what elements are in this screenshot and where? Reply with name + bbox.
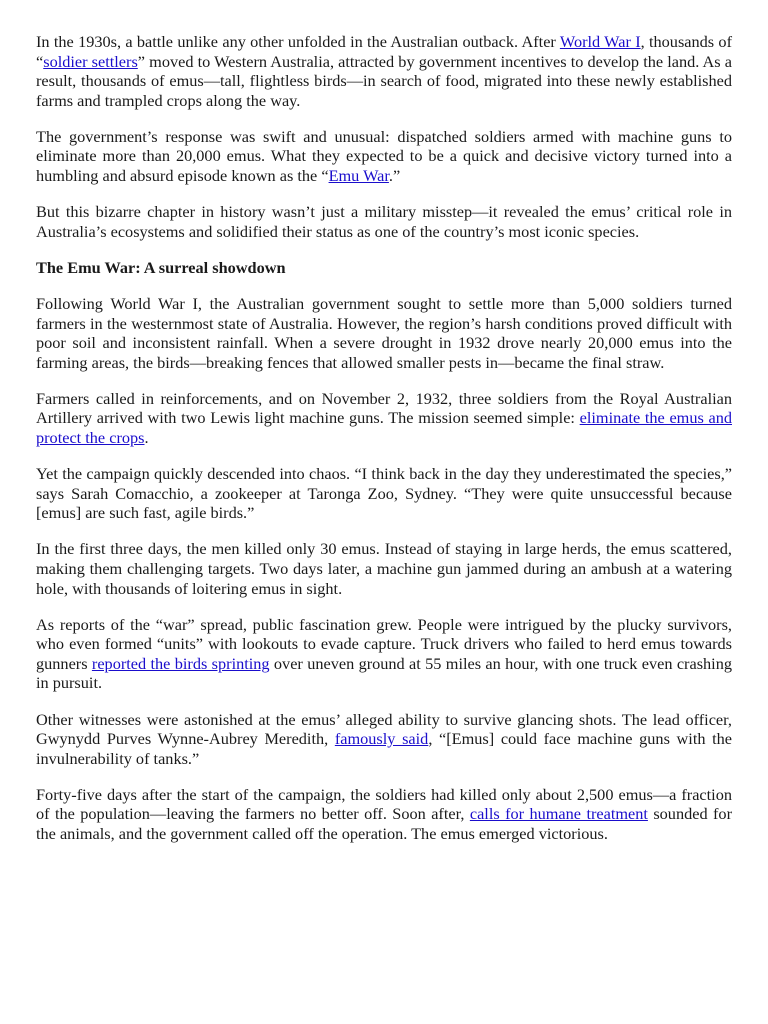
text-segment: Following World War I, the Australian government sought to settle more than 5,000 soldiers turned farmers in the westernmost state of Australia. However, the region’s harsh conditions proved difficult with poor soil and inconsistent rainfall. When a severe drought in 1932 drove nearly 20,000 emus into the farming areas, the birds—breaking fences that allowed smaller pests in—became the final straw. xyxy=(36,293,732,372)
inline-link[interactable]: soldier settlers xyxy=(43,51,138,71)
text-segment: Yet the campaign quickly descended into chaos. “I think back in the day they underestimated the species,” says Sarah Comacchio, a zookeeper at Taronga Zoo, Sydney. “They were quite unsuccessful because [emus] are such fast, agile birds.” xyxy=(36,464,732,523)
text-segment: Other witnesses were astonished at the emus’ alleged ability to survive glancing shots. The lead officer, Gwynydd Purves Wynne-Aubrey Meredith, xyxy=(36,709,732,749)
text-segment: ” moved to Western Australia, attracted by government incentives to develop the land. As a result, thousands of emus—tall, flightless birds—in search of food, migrated into these newly established farms and trampled crops along the way. xyxy=(36,51,733,110)
text-segment: But this bizarre chapter in history wasn’t just a military misstep—it revealed the emus’ critical role in Australia’s ecosystems and solidified their status as one of the country’s most iconic species. xyxy=(36,202,732,241)
article-paragraph xyxy=(36,464,732,523)
text-segment: sounded for the animals, and the government called off the operation. The emus emerged victorious. xyxy=(36,804,732,843)
article-paragraph xyxy=(36,710,732,769)
inline-link[interactable]: eliminate the emus and protect the crops xyxy=(36,408,732,447)
article-paragraph xyxy=(36,539,732,598)
article-paragraph xyxy=(36,615,732,693)
text-segment: , thousands of “ xyxy=(36,32,732,71)
text-segment: .” xyxy=(388,166,401,186)
text-segment: Farmers called in reinforcements, and on November 2, 1932, three soldiers from the Royal Australian Artillery arrived with two Lewis light machine guns. The mission seemed simple: xyxy=(36,388,732,428)
text-segment: In the 1930s, a battle unlike any other unfolded in the Australian outback. After xyxy=(36,32,560,51)
text-segment: The Emu War: A surreal showdown xyxy=(36,257,286,277)
article-paragraph xyxy=(36,389,732,448)
text-segment: . xyxy=(144,428,149,447)
text-segment: As reports of the “war” spread, public fascination grew. People were intrigued by the plucky survivors, who even formed “units” with lookouts to evade capture. Truck drivers who failed to herd emus towards gunners xyxy=(36,614,732,673)
inline-link[interactable]: reported the birds sprinting xyxy=(91,653,270,673)
text-segment: The government’s response was swift and unusual: dispatched soldiers armed with machine guns to eliminate more than 20,000 emus. What they expected to be a quick and decisive victory turned into a humbling and absurd episode known as the “ xyxy=(36,126,732,186)
text-segment: Forty-five days after the start of the campaign, the soldiers had killed only about 2,500 emus—a fraction of the population—leaving the farmers no better off. Soon after, xyxy=(36,784,732,824)
text-segment: , “[Emus] could face machine guns with the invulnerability of tanks.” xyxy=(36,729,733,768)
inline-link[interactable]: calls for humane treatment xyxy=(469,804,648,824)
section-heading xyxy=(36,258,732,278)
article-paragraph xyxy=(36,32,732,110)
inline-link[interactable]: famously said xyxy=(334,729,429,749)
article-paragraph xyxy=(36,294,732,372)
text-segment: In the first three days, the men killed only 30 emus. Instead of staying in large herds, the emus scattered, making them challenging targets. Two days later, a machine gun jammed during an ambush at a watering hole, with thousands of loitering emus in sight. xyxy=(36,539,732,598)
text-segment: over uneven ground at 55 miles an hour, with one truck even crashing in pursuit. xyxy=(36,653,732,693)
inline-link[interactable]: World War I xyxy=(559,32,641,51)
article-body xyxy=(36,32,732,844)
article-paragraph xyxy=(36,785,732,844)
article-paragraph xyxy=(36,127,732,186)
inline-link[interactable]: Emu War xyxy=(328,166,389,186)
article-paragraph xyxy=(36,202,732,241)
